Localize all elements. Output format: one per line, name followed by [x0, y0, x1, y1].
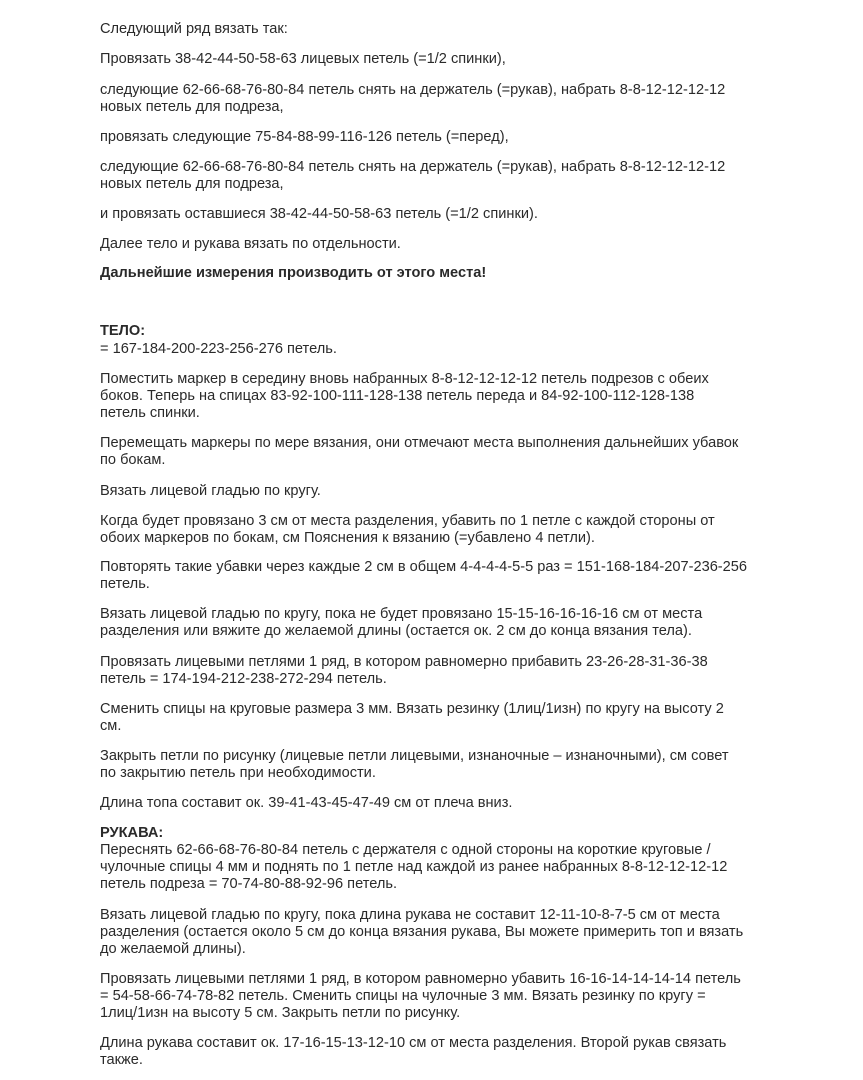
body-line: Когда будет провязано 3 см от места разделения, убавить по 1 петле с каждой стороны от — [100, 513, 715, 529]
body-line: по бокам. — [100, 452, 166, 468]
intro-line: Далее тело и рукава вязать по отдельности. — [100, 236, 401, 252]
intro-line: новых петель для подреза, — [100, 176, 284, 192]
sleeves-line: Вязать лицевой гладью по кругу, пока длина рукава не составит 12-11-10-8-7-5 см от места — [100, 907, 720, 923]
sleeves-line: 1лиц/1изн на высоту 5 см. Закрыть петли по рисунку. — [100, 1005, 461, 1021]
body-line: Закрыть петли по рисунку (лицевые петли лицевыми, изнаночные – изнаночными), см совет — [100, 748, 729, 764]
sleeves-line: = 54-58-66-74-78-82 петель. Сменить спицы на чулочные 3 мм. Вязать резинку по кругу = — [100, 988, 706, 1004]
body-line: Повторять такие убавки через каждые 2 см в общем 4-4-4-4-5-5 раз = 151-168-184-207-236-256 — [100, 559, 748, 575]
sleeves-heading: РУКАВА: — [100, 825, 164, 841]
body-line: Вязать лицевой гладью по кругу. — [100, 483, 321, 499]
body-line: Сменить спицы на круговые размера 3 мм. Вязать резинку (1лиц/1изн) по кругу на высоту 2 — [100, 701, 724, 717]
body-line: Перемещать маркеры по мере вязания, они отмечают места выполнения дальнейших убавок — [100, 435, 739, 451]
intro-line: провязать следующие 75-84-88-99-116-126 петель (=перед), — [100, 129, 509, 145]
sleeves-line: чулочные спицы 4 мм и поднять по 1 петле над каждой из ранее набранных 8-8-12-12-12-12 — [100, 859, 728, 875]
intro-line: следующие 62-66-68-76-80-84 петель снять на держатель (=рукав), набрать 8-8-12-12-12-12 — [100, 159, 726, 175]
body-line: петель = 174-194-212-238-272-294 петель. — [100, 671, 387, 687]
body-line: Длина топа составит ок. 39-41-43-45-47-49 см от плеча вниз. — [100, 795, 513, 811]
intro-line: Следующий ряд вязать так: — [100, 21, 288, 37]
body-line: петель спинки. — [100, 405, 200, 421]
sleeves-line: Длина рукава составит ок. 17-16-15-13-12-10 см от места разделения. Второй рукав связать — [100, 1035, 727, 1051]
sleeves-line: также. — [100, 1052, 143, 1068]
body-line: = 167-184-200-223-256-276 петель. — [100, 341, 337, 357]
body-line: разделения или вяжите до желаемой длины (остается ок. 2 см до конца вязания тела). — [100, 623, 692, 639]
body-heading: ТЕЛО: — [100, 323, 146, 339]
body-line: Вязать лицевой гладью по кругу, пока не будет провязано 15-15-16-16-16-16 см от места — [100, 606, 703, 622]
body-line: боков. Теперь на спицах 83-92-100-111-128-138 петель переда и 84-92-100-112-128-138 — [100, 388, 695, 404]
body-line: см. — [100, 718, 122, 734]
sleeves-line: до желаемой длины). — [100, 941, 246, 957]
sleeves-line: Провязать лицевыми петлями 1 ряд, в котором равномерно убавить 16-16-14-14-14-14 петель — [100, 971, 741, 987]
intro-line: следующие 62-66-68-76-80-84 петель снять на держатель (=рукав), набрать 8-8-12-12-12-12 — [100, 82, 726, 98]
intro-line: новых петель для подреза, — [100, 99, 284, 115]
sleeves-line: Переснять 62-66-68-76-80-84 петель с держателя с одной стороны на короткие круговые / — [100, 842, 711, 858]
body-line: по закрытию петель при необходимости. — [100, 765, 376, 781]
intro-line: Провязать 38-42-44-50-58-63 лицевых петель (=1/2 спинки), — [100, 51, 506, 67]
body-line: Поместить маркер в середину вновь набранных 8-8-12-12-12-12 петель подрезов с обеих — [100, 371, 709, 387]
measurement-note: Дальнейшие измерения производить от этого места! — [100, 265, 487, 281]
body-line: обоих маркеров по бокам, см Пояснения к вязанию (=убавлено 4 петли). — [100, 530, 595, 546]
intro-line: и провязать оставшиеся 38-42-44-50-58-63 петель (=1/2 спинки). — [100, 206, 538, 222]
body-line: Провязать лицевыми петлями 1 ряд, в котором равномерно прибавить 23-26-28-31-36-38 — [100, 654, 708, 670]
sleeves-line: петель подреза = 70-74-80-88-92-96 петель. — [100, 876, 398, 892]
body-line: петель. — [100, 576, 150, 592]
sleeves-line: разделения (остается около 5 см до конца вязания рукава, Вы можете примерить топ и вязать — [100, 924, 744, 940]
